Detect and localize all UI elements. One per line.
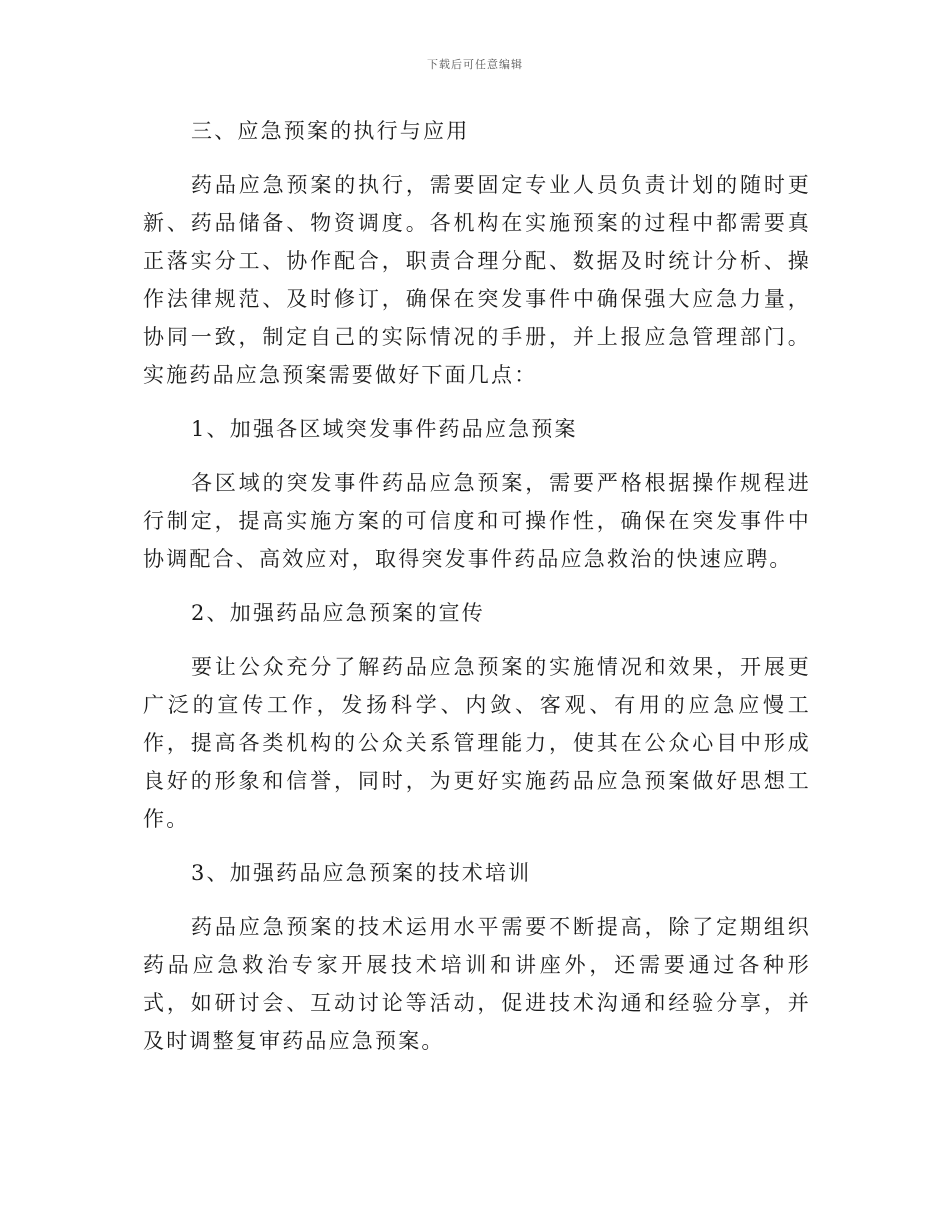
document-body [143, 112, 811, 1076]
page-header: 下载后可任意编辑 [427, 58, 523, 71]
section-heading: 3、加强药品应急预案的技术培训 [191, 861, 532, 885]
section-paragraph: 药品应急预案的执行，需要固定专业人员负责计划的随时更新、药品储备、物资调度。各机构在实施预案的过程中都需要真正落实分工、协作配合，职责合理分配、数据及时统计分析、操作法律规范、及时修订，确保在突发事件中确保强大应急力量，协同一致，制定自己的实际情况的手册，并上报应急管理部门。实施药品应急预案需要做好下面几点： [143, 173, 811, 387]
section-paragraph: 药品应急预案的技术运用水平需要不断提高，除了定期组织药品应急救治专家开展技术培训和讲座外，还需要通过各种形式，如研讨会、互动讨论等活动，促进技术沟通和经验分享，并及时调整复审药品应急预案。 [143, 915, 811, 1053]
section-heading: 1、加强各区域突发事件药品应急预案 [191, 417, 578, 441]
section-paragraph: 要让公众充分了解药品应急预案的实施情况和效果，开展更广泛的宣传工作，发扬科学、内敛、客观、有用的应急应慢工作，提高各类机构的公众关系管理能力，使其在公众心目中形成良好的形象和信誉，同时，为更好实施药品应急预案做好思想工作。 [143, 655, 811, 831]
section-heading: 三、应急预案的执行与应用 [191, 119, 470, 143]
section-heading: 2、加强药品应急预案的宣传 [191, 601, 485, 625]
section-paragraph: 各区域的突发事件药品应急预案，需要严格根据操作规程进行制定，提高实施方案的可信度和可操作性，确保在突发事件中协调配合、高效应对，取得突发事件药品应急救治的快速应聘。 [143, 471, 811, 571]
